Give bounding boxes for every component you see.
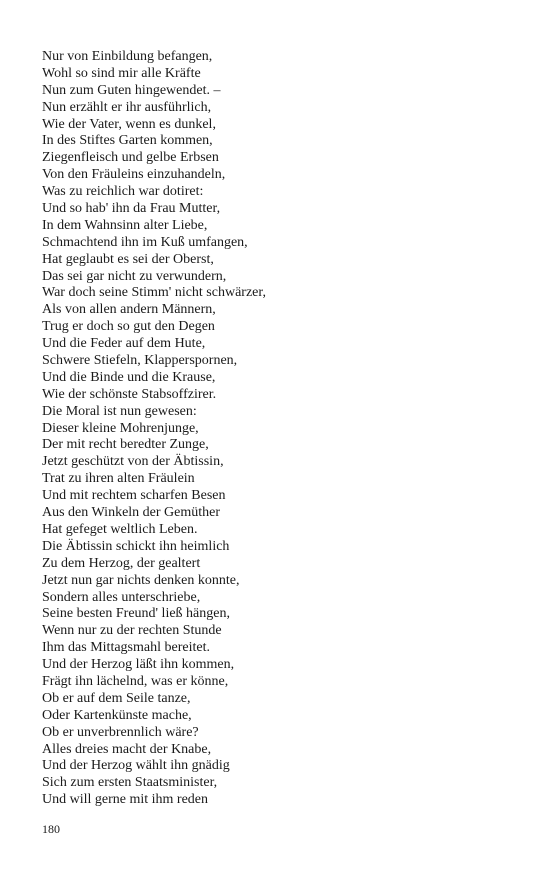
- poem-line: Alles dreies macht der Knabe,: [42, 741, 212, 757]
- poem-line: Was zu reichlich war dotiret:: [42, 184, 204, 200]
- poem-line: Und der Herzog läßt ihn kommen,: [42, 657, 235, 673]
- poem-line: Frägt ihn lächelnd, was er könne,: [42, 673, 229, 689]
- poem-line: In des Stiftes Garten kommen,: [42, 133, 213, 149]
- poem-line: Ob er unverbrennlich wäre?: [42, 724, 199, 740]
- poem-line: Die Äbtissin schickt ihn heimlich: [42, 538, 230, 554]
- poem-line: Schwere Stiefeln, Klapperspornen,: [42, 353, 238, 369]
- poem-line: Wenn nur zu der rechten Stunde: [42, 623, 222, 639]
- poem-line: Der mit recht beredter Zunge,: [42, 437, 209, 453]
- poem-line: Aus den Winkeln der Gemüther: [42, 505, 221, 521]
- poem-line: Die Moral ist nun gewesen:: [42, 403, 197, 419]
- poem-line: Dieser kleine Mohrenjunge,: [42, 420, 199, 436]
- poem-line: Das sei gar nicht zu verwundern,: [42, 268, 227, 284]
- poem-line: Von den Fräuleins einzuhandeln,: [42, 167, 226, 183]
- poem-line: In dem Wahnsinn alter Liebe,: [42, 217, 208, 233]
- poem-line: Trug er doch so gut den Degen: [42, 319, 215, 335]
- poem-line: Ihm das Mittagsmahl bereitet.: [42, 640, 210, 656]
- poem-line: Und mit rechtem scharfen Besen: [42, 488, 226, 504]
- poem-line: Und der Herzog wählt ihn gnädig: [42, 758, 230, 774]
- poem-line: Wohl so sind mir alle Kräfte: [42, 65, 201, 81]
- poem-line: Seine besten Freund' ließ hängen,: [42, 606, 230, 622]
- poem-line: Und so hab' ihn da Frau Mutter,: [42, 201, 221, 217]
- poem-text: [42, 49, 512, 809]
- poem-line: Hat gefeget weltlich Leben.: [42, 521, 198, 537]
- poem-line: Oder Kartenkünste mache,: [42, 707, 192, 723]
- poem-line: Sondern alles unterschriebe,: [42, 589, 201, 605]
- poem-line: Wie der schönste Stabsoffzirer.: [42, 386, 217, 402]
- poem-line: Trat zu ihren alten Fräulein: [42, 471, 195, 487]
- poem-line: Nun erzählt er ihr ausführlich,: [42, 99, 212, 115]
- poem-line: Ziegenfleisch und gelbe Erbsen: [42, 150, 219, 166]
- page-number: 180: [42, 822, 60, 836]
- poem-line: Hat geglaubt es sei der Oberst,: [42, 251, 214, 267]
- poem-line: Als von allen andern Männern,: [42, 302, 216, 318]
- poem-line: Sich zum ersten Staatsminister,: [42, 775, 218, 791]
- poem-line: Schmachtend ihn im Kuß umfangen,: [42, 234, 248, 250]
- poem-line: Nur von Einbildung befangen,: [42, 49, 213, 64]
- poem-line: Und die Binde und die Krause,: [42, 369, 216, 385]
- poem-line: Nun zum Guten hingewendet. –: [42, 82, 221, 98]
- poem-line: War doch seine Stimm' nicht schwärzer,: [42, 285, 266, 301]
- poem-line: Und die Feder auf dem Hute,: [42, 336, 206, 352]
- poem-line: Zu dem Herzog, der gealtert: [42, 555, 201, 571]
- poem-line: Jetzt geschützt von der Äbtissin,: [42, 454, 224, 470]
- poem-line: Ob er auf dem Seile tanze,: [42, 690, 191, 706]
- poem-line: Und will gerne mit ihm reden: [42, 792, 209, 808]
- poem-line: Jetzt nun gar nichts denken konnte,: [42, 572, 240, 588]
- poem-line: Wie der Vater, wenn es dunkel,: [42, 116, 216, 132]
